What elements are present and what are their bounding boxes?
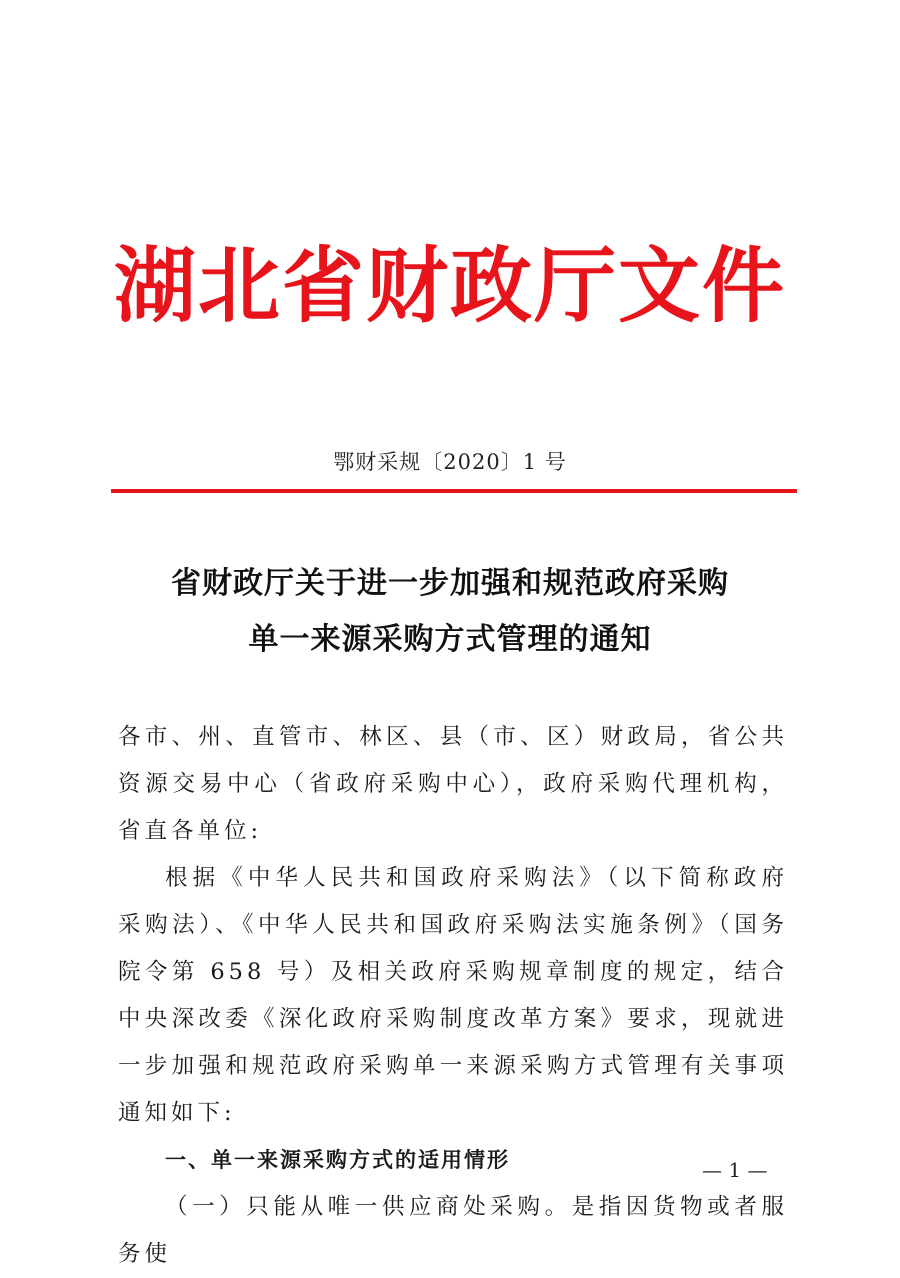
item-1: （一）只能从唯一供应商处采购。是指因货物或者服务使 [118,1194,788,1267]
salutation: 各市、州、直管市、林区、县（市、区）财政局，省公共资源交易中心（省政府采购中心），政府采购代理机构，省直各单位: [118,724,788,844]
paragraph-intro: 根据《中华人民共和国政府采购法》（以下简称政府采购法）、《中华人民共和国政府采购法实施条例》（国务院令第 658 号）及相关政府采购规章制度的规定，结合中央深改委《深化政府采购制度改革方案》要求，现就进一步加强和规范政府采购单一来源采购方式管理有关事项通知如下: [118,865,788,1126]
page-number: — 1 — [702,1158,768,1182]
document-body [118,714,788,1278]
document-number: 鄂财采规〔2020〕1 号 [333,450,567,474]
title-line-1: 省财政厅关于进一步加强和规范政府采购 [171,566,729,601]
issuer-masthead: 湖北省财政厅文件 [113,239,786,334]
title-line-2: 单一来源采购方式管理的通知 [248,622,652,657]
section-heading-1: 一、单一来源采购方式的适用情形 [165,1148,510,1172]
document-title [0,556,900,668]
red-divider-line [111,489,797,493]
